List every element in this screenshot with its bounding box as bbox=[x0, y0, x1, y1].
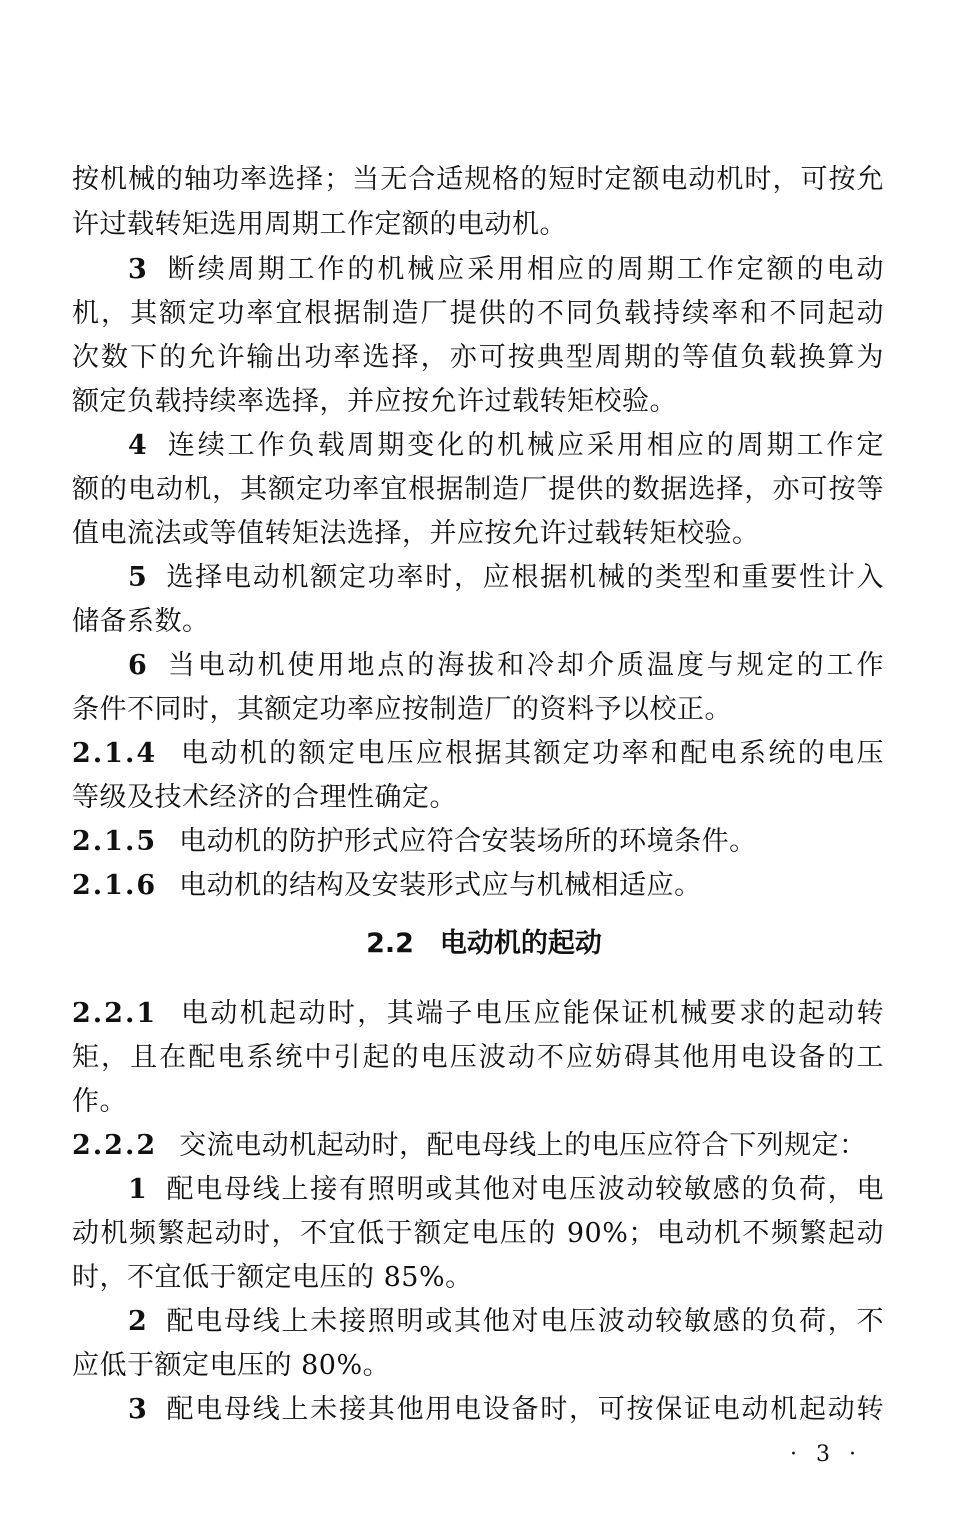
clause-number: 2.1.4 bbox=[72, 738, 158, 769]
item-number: 2 bbox=[128, 1306, 148, 1337]
paragraph-line: 储备系数。 bbox=[72, 606, 210, 637]
clause-2-1-5: 2.1.5 电动机的防护形式应符合安装场所的环境条件。 bbox=[72, 826, 757, 857]
item-number: 3 bbox=[128, 1394, 148, 1425]
paragraph-line: 矩，且在配电系统中引起的电压波动不应妨碍其他用电设备的工 bbox=[72, 1042, 884, 1073]
item-number: 4 bbox=[128, 430, 148, 461]
paragraph-line: 动机频繁起动时，不宜低于额定电压的 90%；电动机不频繁起动 bbox=[72, 1218, 884, 1249]
clause-number: 2.2.2 bbox=[72, 1130, 158, 1161]
clause-2-1-6: 2.1.6 电动机的结构及安装形式应与机械相适应。 bbox=[72, 870, 702, 901]
paragraph-line: 额的电动机，其额定功率宜根据制造厂提供的数据选择，亦可按等 bbox=[72, 474, 884, 505]
paragraph-line: 值电流法或等值转矩法选择，并应按允许过载转矩校验。 bbox=[72, 518, 760, 549]
paragraph-line: 应低于额定电压的 80%。 bbox=[72, 1350, 391, 1381]
list-item-4: 4 连续工作负载周期变化的机械应采用相应的周期工作定 bbox=[128, 430, 884, 461]
clause-number: 2.2.1 bbox=[72, 998, 158, 1029]
clause-2-2-1: 2.2.1 电动机起动时，其端子电压应能保证机械要求的起动转 bbox=[72, 998, 884, 1029]
item-number: 5 bbox=[128, 562, 148, 593]
clause-number: 2.1.6 bbox=[72, 870, 158, 901]
item-number: 3 bbox=[128, 254, 148, 285]
page-number: · 3 · bbox=[790, 1442, 862, 1467]
paragraph-line: 时，不宜低于额定电压的 85%。 bbox=[72, 1262, 473, 1293]
list-item-3: 3 断续周期工作的机械应采用相应的周期工作定额的电动 bbox=[128, 254, 884, 285]
list-item-6: 6 当电动机使用地点的海拔和冷却介质温度与规定的工作 bbox=[128, 650, 884, 681]
list-item-1: 1 配电母线上接有照明或其他对电压波动较敏感的负荷，电 bbox=[128, 1174, 884, 1205]
paragraph-line: 次数下的允许输出功率选择，亦可按典型周期的等值负载换算为 bbox=[72, 342, 884, 373]
list-item-5: 5 选择电动机额定功率时，应根据机械的类型和重要性计入 bbox=[128, 562, 884, 593]
paragraph-line: 机，其额定功率宜根据制造厂提供的不同负载持续率和不同起动 bbox=[72, 298, 884, 329]
clause-2-2-2: 2.2.2 交流电动机起动时，配电母线上的电压应符合下列规定： bbox=[72, 1130, 867, 1161]
section-title: 电动机的起动 bbox=[439, 928, 602, 959]
paragraph-line: 额定负载持续率选择，并应按允许过载转矩校验。 bbox=[72, 386, 677, 417]
paragraph-line: 许过载转矩选用周期工作定额的电动机。 bbox=[72, 209, 567, 240]
item-number: 6 bbox=[128, 650, 148, 681]
clause-2-1-4: 2.1.4 电动机的额定电压应根据其额定功率和配电系统的电压 bbox=[72, 738, 884, 769]
list-item-3b: 3 配电母线上未接其他用电设备时，可按保证电动机起动转 bbox=[128, 1394, 884, 1425]
clause-number: 2.1.5 bbox=[72, 826, 158, 857]
paragraph-line: 按机械的轴功率选择；当无合适规格的短时定额电动机时，可按允 bbox=[72, 164, 884, 195]
list-item-2: 2 配电母线上未接照明或其他对电压波动较敏感的负荷，不 bbox=[128, 1306, 884, 1337]
section-number: 2.2 bbox=[366, 928, 414, 959]
section-heading bbox=[0, 922, 968, 966]
paragraph-line: 作。 bbox=[72, 1086, 127, 1117]
item-number: 1 bbox=[128, 1174, 148, 1205]
paragraph-line: 条件不同时，其额定功率应按制造厂的资料予以校正。 bbox=[72, 694, 732, 725]
paragraph-line: 等级及技术经济的合理性确定。 bbox=[72, 782, 457, 813]
